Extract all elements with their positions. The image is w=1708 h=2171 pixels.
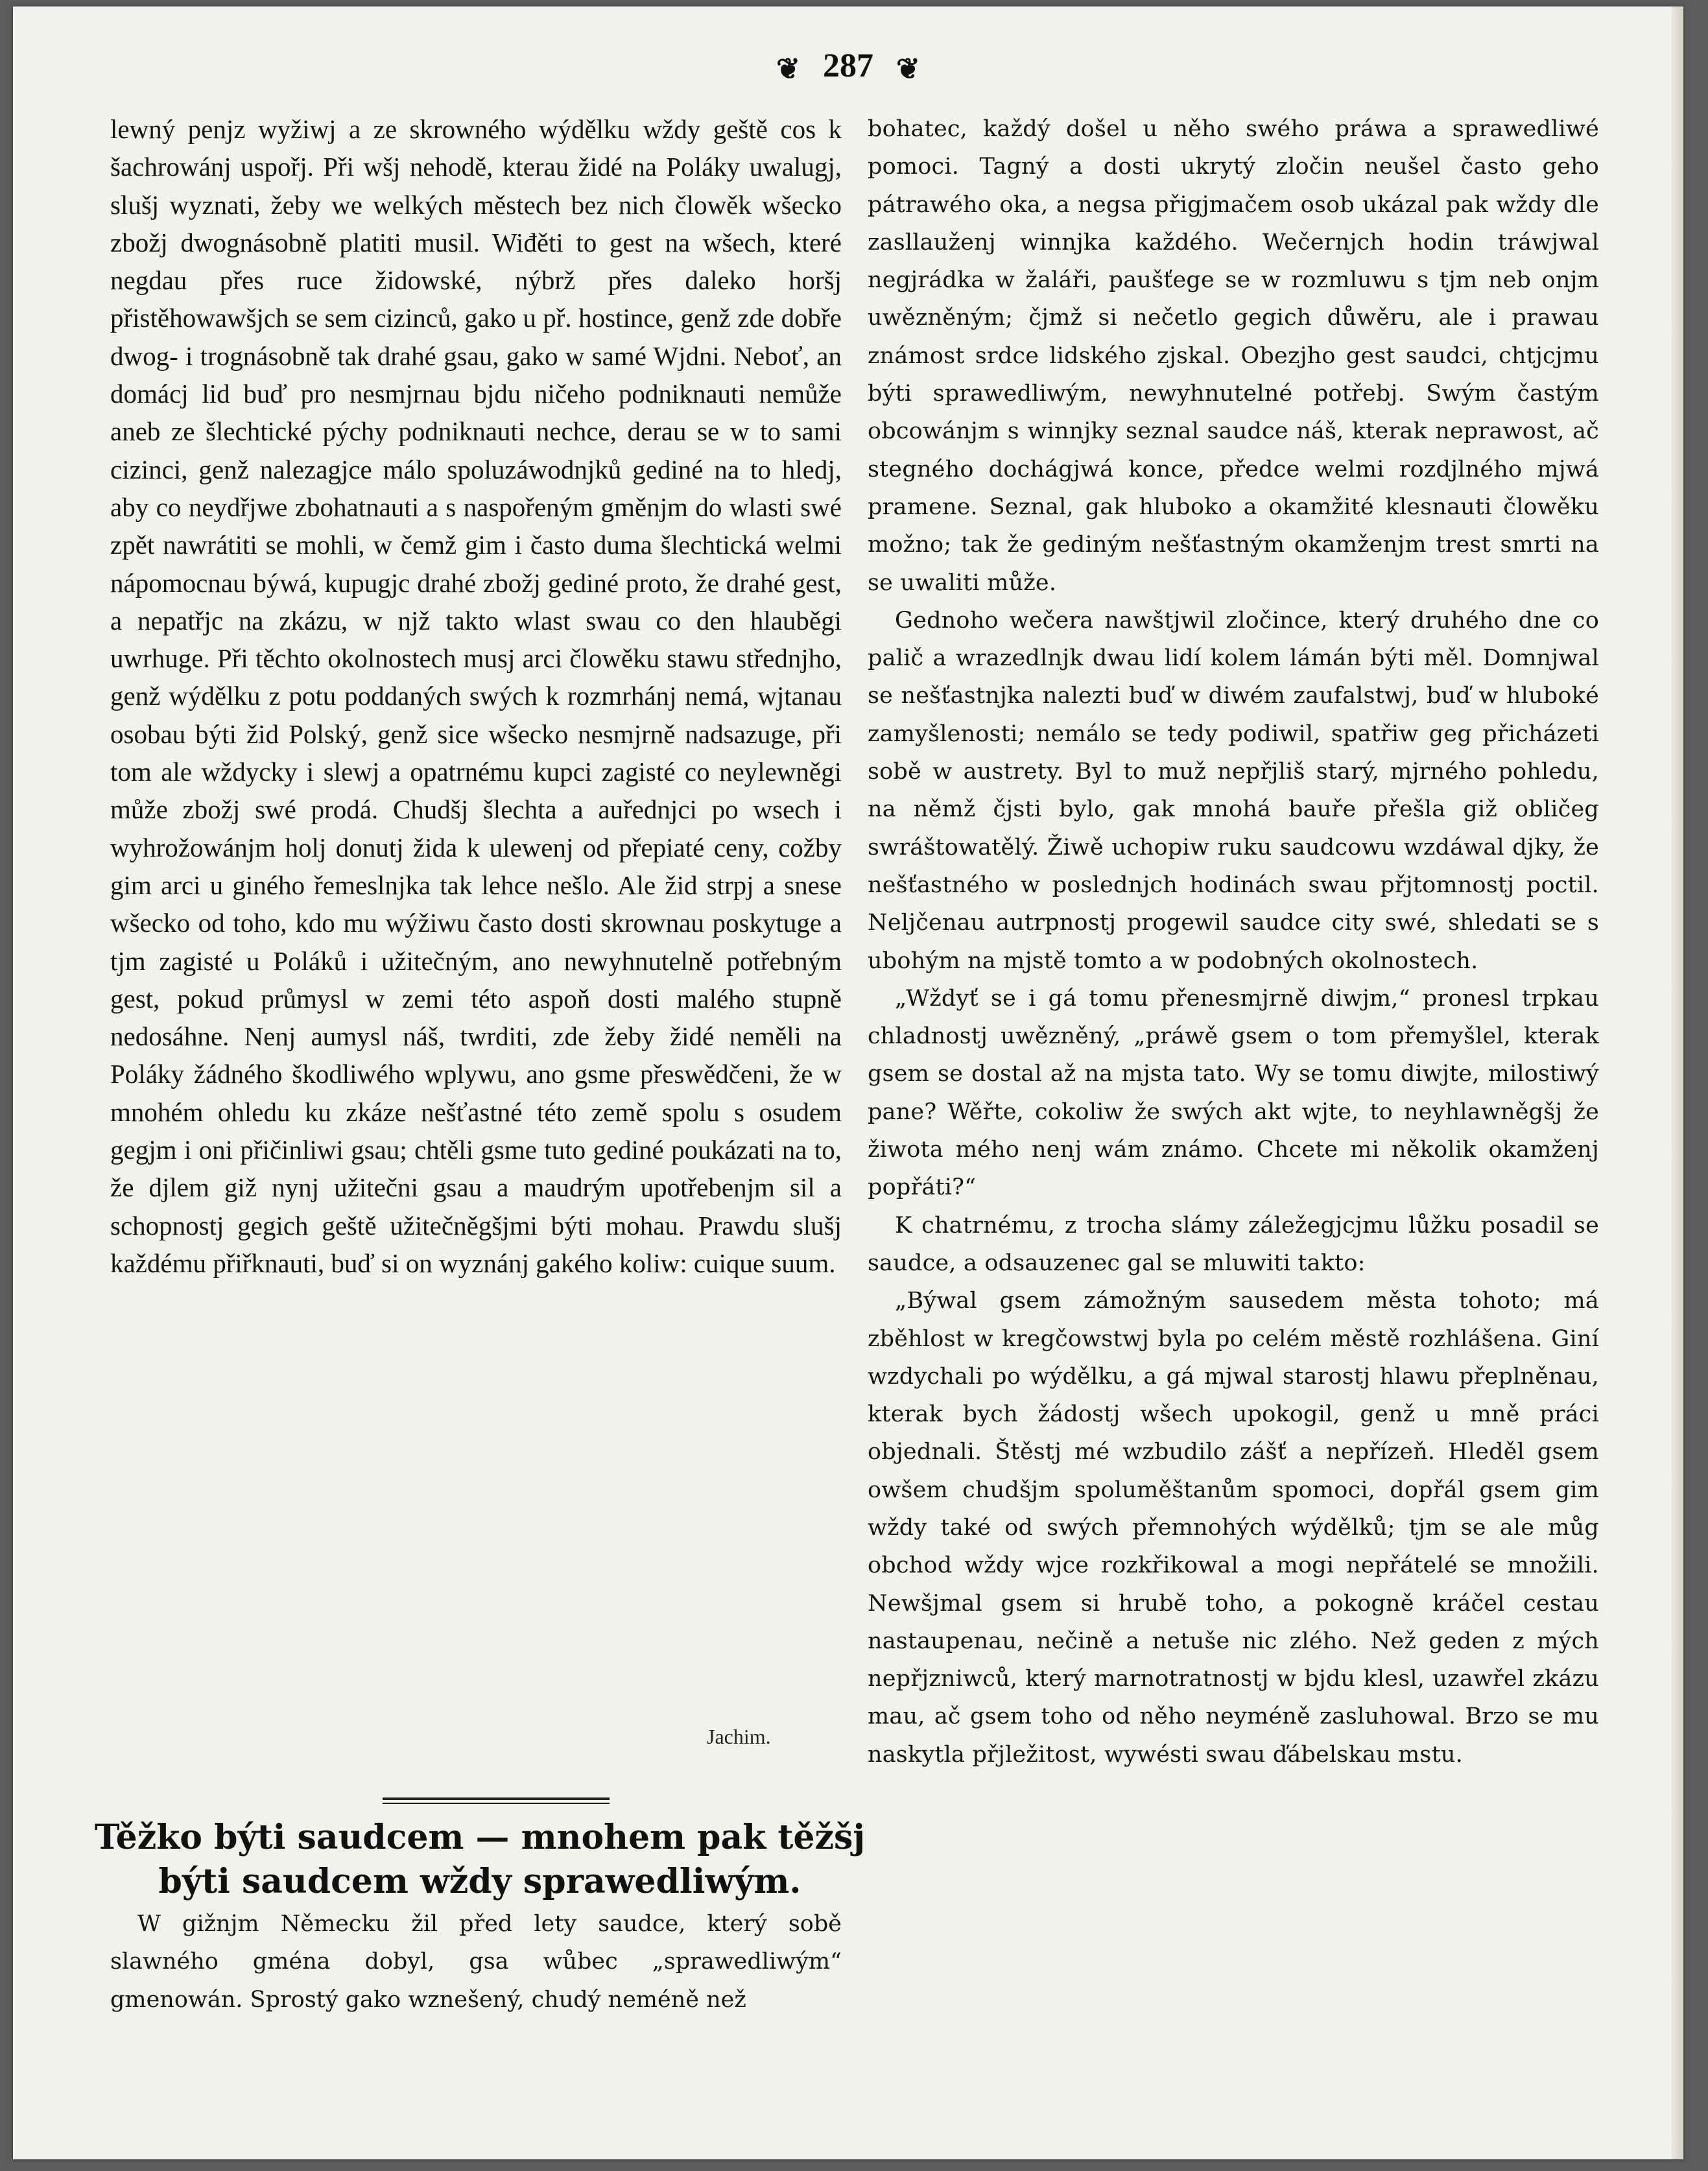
section-divider-thin: [383, 1803, 610, 1804]
right-paragraph: K chatrnému, z trocha slámy záležegjcjmu lůžku posadil se saudce, a odsauzenec gal se mluwiti takto:: [868, 1212, 1599, 1276]
page-number: 287: [823, 47, 873, 84]
left-ornament-icon: ❦: [776, 53, 800, 85]
author-signature: Jachim.: [707, 1725, 771, 1748]
right-paragraph: Gednoho wečera nawštjwil zločince, který druhého dne co palič a wrazedlnjk dwau lidí kolem lámán býti měl. Domnjwal se nešťastnjka nalezti buď w diwém zaufalstwj, buď w hluboké zamyšlenosti; nemálo se tedy podiwil, spatřiw geg přicházeti sobě w austrety. Byl to muž nepřjliš starý, mjrného pohledu, na němž čjsti bylo, gak mnohá bauře přešla giž obličeg swráštowatělý. Žiwě uchopiw ruku saudcowu wzdáwal djky, že nešťastného w poslednjch hodinách swau přjtomnostj poctil. Nelјčenau autrpnostj progewil saudce city swé, shledati se s ubohým na mjstě tomto a w podobných okolnostech.: [868, 607, 1599, 974]
right-paragraph: „Wždyť se i gá tomu přenesmjrně diwjm,“ pronesl trpkau chladnostj uwězněný, „práwě gsem o tom přemyšlel, kterak gsem se dostal až na mjsta tato. Wy se tomu diwjte, milostiwý pane? Wěřte, cokoliw že swých akt wjte, to neyhlawněgšj že žiwota mého nenj wám známo. Chcete mi několik okamženj popřáti?“: [868, 985, 1599, 1201]
story-title: Těžko býti saudcem — mnohem pak těžšj býti saudcem wždy sprawedliwým.: [94, 1818, 866, 1901]
left-column-text: lewný penjz wyžiwj a ze skrowného wýdělku wždy geště cos k šachrowánj uspořj. Při wšj nehodě, kterau židé na Poláky uwalugj, slušj wyznati, žeby we welkých městech bez nich člowěk wšecko zbožj dwognásobně platiti musil. Wiđěti to gest na wšech, které negdau přes ruce židowské, nýbrž přes daleko horšj přistěhowawšjch se sem cizinců, gako u př. hostince, genž zde dobře dwog- i trognásobně tak drahé gsau, gako w samé Wjdni. Neboť, an domácj lid buď pro nesmjrnau bjdu ničeho podniknauti nemůže aneb ze šlechtické pýchy podniknauti nechce, derau se w to sami cizinci, genž nalezagjce málo spoluzáwodnjků gediné na to hledj, aby co neydřjwe zbohatnauti a s naspořeným gměnjm do wlasti swé zpět nawrátiti se mohli, w čemž gim i často duma šlechtická welmi nápomocnau býwá, kupugjc drahé zbožj gediné proto, že drahé gest, a nepatřjc na zkázu, w njž takto wlast swau co den hlauběgi uwrhuge. Při těchto okolnostech musj arci člowěku stawu střednjho, genž wýdělku z potu poddaných swých k rozmrhánj nemá, wjtanau osobau býti žid Polský, genž sice wšecko nesmjrně nadsazuge, při tom ale wždycky i slewj a opatrnému kupci zagisté co neylewněgi může zbožj swé prodá. Chudšj šlechta a auřednjci po wsech i wyhrožowánjm holj donutj žida k ulewenj od přepiaté ceny, cožby gim arci u giného řemeslnjka tak lehce nešlo. Ale žid strpj a snese wšecko od toho, kdo mu wýžiwu často dosti skrownau poskytuge a tjm zagisté u Poláků i užitečným, ano newyhnutelně potřebným gest, pokud průmysl w zemi této aspoň dosti malého stupně nedosáhne. Nenj aumysl náš, twrditi, zde žeby židé neměli na Poláky žádného škodliwého wplywu, ano gsme přeswědčeni, že w mnohém ohledu ku zkáze nešťastné této země spolu s osudem gegjm i oni přičinliwi gsau; chtěli gsme tuto gediné poukázati na to, že djlem giž nynj užitečni gsau a maudrým upotřebenjm sil a schopnostj gegich geště užitečněgšjmi býti mohau. Prawdu slušj každému přiřknauti, buď si on wyznánj gakého koliw: cuique suum.: [110, 114, 842, 1278]
right-paragraph: bohatec, každý došel u něho swého práwa a sprawedliwé pomoci. Tagný a dosti ukrytý zločin neušel často geho pátrawého oka, a negsa přigjmačem osob ukázal pak wždy dle zasllauženj winnjka každého. Wečernjch hodin tráwjwal negjrádka w žaláři, paušťege se w rozmluwu s tjm neb onjm uwězněným; čjmž si nečetlo gegich důwěru, ale i prawau známost srdce lidského zjskal. Obezjho gest saudci, chtjcjmu býti sprawedliwým, newyhnutelné potřebj. Swým častým obcowánjm s winnjky seznal saudce náš, kterak neprawost, ač stegného dochágjwá konce, předce welmi rozdjlného mjwá pramene. Seznal, gak hluboko a okamžité klesnauti člowěku možno; tak že gediným nešťastným okamženjm trest smrti na se uwaliti může.: [868, 116, 1599, 596]
scanned-page: [13, 6, 1683, 2159]
right-paragraph: „Býwal gsem zámožným sausedem města tohoto; má zběhlost w kregčowstwj byla po celém městě rozhlášena. Giní wzdychali po wýdělku, a gá mjwal starostj hlawu přeplněnau, kterak bych žádostj wšech upokogil, genž u mně práci objednali. Štěstj mé wzbudilo zášť a nepřízeň. Hleděl gsem owšem chudšjm spoluměštanům spomoci, dopřál gsem gim wždy také od swých přemnohých wýdělků; tjm se ale můg obchod wždy wjce rozkřikowal a mogi nepřátelé se množili. Newšjmal gsem si hrubě toho, a pokogně kráčel cestau nastaupenau, nečině a netuše nic zlého. Než geden z mých nepřjzniwců, který marnotratnostj w bjdu klesl, uzawřel zkázu mau, ač gsem toho od něho neyméně zasluhowal. Brzo se mu naskytla přjležitost, wywésti swau ďábelskau mstu.: [868, 1288, 1599, 1768]
left-column: [110, 110, 842, 1282]
story-intro: W gižnjm Německu žil před lety saudce, který sobě slawného gména dobyl, gsa wůbec „sprawedliwým“ gmenowán. Sprostý gako wznešený, chudý neméně než: [110, 1911, 842, 2013]
page-edge-shadow: [1672, 6, 1683, 2159]
page-header: [13, 47, 1683, 86]
right-column: [868, 110, 1599, 1774]
right-ornament-icon: ❦: [896, 53, 920, 85]
section-divider-thick: [383, 1797, 610, 1800]
